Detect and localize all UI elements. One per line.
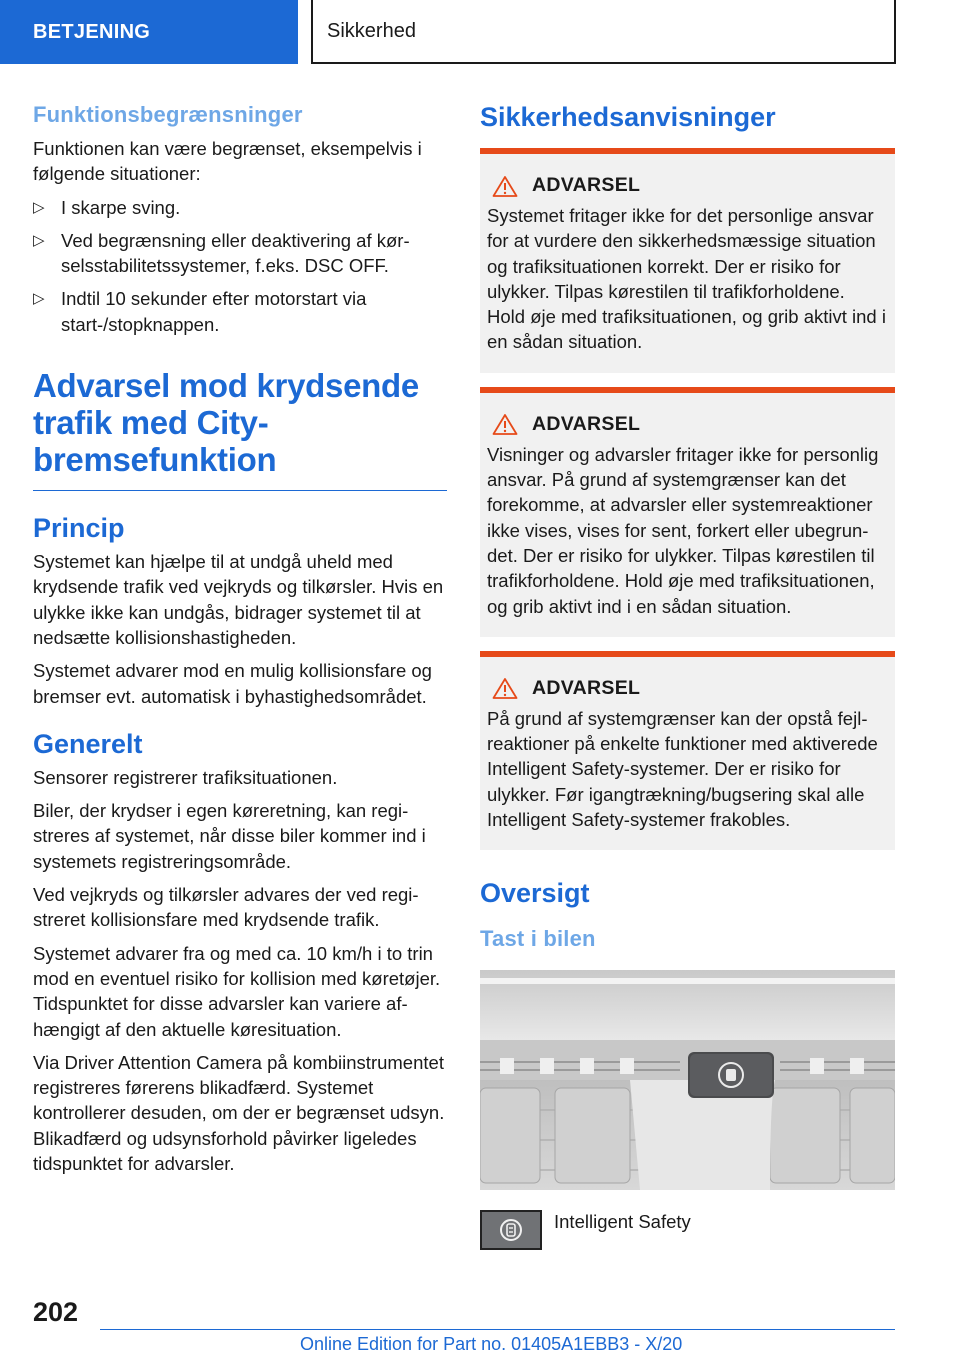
footer-edition: Online Edition for Part no. 01405A1EBB3 - X/20 bbox=[300, 1334, 683, 1354]
heading-divider bbox=[33, 490, 447, 491]
main-heading-line2: trafik med City- bbox=[33, 404, 269, 442]
generelt-paragraph-1: Sensorer registrerer trafiksituationen. bbox=[33, 766, 338, 788]
list-item: ▷ Ved begrænsning eller deaktivering af kørselsstabilitetssystemer, f.eks. DSC OFF. bbox=[33, 229, 410, 277]
list-item: ▷ I skarpe sving. bbox=[33, 195, 447, 220]
generelt-paragraph-2: Biler, der krydser i egen køreretning, kan registreres af systemet, når disse biler kommer ind i systemets registreringsområde. bbox=[33, 800, 426, 872]
generelt-paragraph-5: Via Driver Attention Camera på kombiinstrumentet registreres førerens blikadfærd. Systemet kontrollerer desuden, om der er begrænset udsyn. Blikadfærd og udsynsforhold påvirker ligeledes tidspunktet for advarsler. bbox=[33, 1051, 445, 1175]
footer-divider bbox=[100, 1329, 895, 1330]
warning-triangle-icon bbox=[492, 677, 518, 699]
warning-header: ADVARSEL bbox=[492, 677, 887, 700]
warning-box bbox=[480, 387, 895, 637]
car-button-photo bbox=[480, 970, 895, 1190]
page-number: 202 bbox=[33, 1297, 79, 1327]
bullet-triangle-icon: ▷ bbox=[33, 231, 45, 249]
warning-header: ADVARSEL bbox=[492, 174, 887, 197]
warning-triangle-icon bbox=[492, 175, 518, 197]
princip-paragraph-1: Systemet kan hjælpe til at undgå uheld med krydsende trafik ved vejkryds og tilkørsler. Hvis en ulykke ikke kan undgås, bidrager systemet til at nedsætte kollisionshastigheden. bbox=[33, 551, 444, 648]
generelt-paragraph-4: Systemet advarer fra og med ca. 10 km/h i to trin mod en eventuel risiko for kollision med køretøjer. Tidspunktet for disse advarsler kan variere afhængigt af den aktuelle køresituation. bbox=[33, 942, 441, 1040]
warning-box bbox=[480, 148, 895, 373]
funktion-heading: Funktionsbegrænsninger bbox=[33, 102, 303, 127]
oversigt-heading: Oversigt bbox=[480, 878, 590, 909]
limitations-list bbox=[33, 195, 447, 337]
header-section-tab: BETJENING bbox=[0, 0, 298, 64]
caption-label: Intelligent Safety bbox=[554, 1211, 691, 1233]
princip-heading: Princip bbox=[33, 513, 125, 544]
generelt-paragraph-3: Ved vejkryds og tilkørsler advares der ved registreret kollisionsfare med krydsende trafik. bbox=[33, 884, 419, 931]
warning-triangle-icon bbox=[492, 413, 518, 435]
right-column bbox=[480, 100, 895, 1250]
warning-header: ADVARSEL bbox=[492, 413, 887, 436]
princip-paragraph-2: Systemet advarer mod en mulig kollisionsfare og bremser evt. automatisk i byhastighedsområdet. bbox=[33, 660, 432, 707]
warning-text: Systemet fritager ikke for det personlige ansvar for at vurdere den sikkerhedsmæssige situation og trafiksituationen korrekt. Der er risiko for ulykker. Tilpas kørestilen til trafikforholdene. Hold øje med trafiksituationen, og grib aktivt ind i en sådan situation. bbox=[487, 205, 886, 353]
sikkerhed-heading: Sikkerhedsanvisninger bbox=[480, 102, 776, 132]
bullet-triangle-icon: ▷ bbox=[33, 198, 45, 216]
warning-text: Visninger og advarsler fritager ikke for personlig ansvar. På grund af systemgrænser kan det forekomme, at advarsler eller systemreaktioner ikke vises, vises for sent, forkert eller ubegrundet. Der er risiko for ulykker. Tilpas kørestilen til trafikforholdene. Hold øje med trafiksituationen, og grib aktivt ind i en sådan situation. bbox=[487, 443, 879, 617]
generelt-heading: Generelt bbox=[33, 728, 143, 759]
list-item: ▷ Indtil 10 sekunder efter motorstart via start-/stopknappen. bbox=[33, 288, 367, 335]
button-caption bbox=[480, 1210, 895, 1250]
bullet-triangle-icon: ▷ bbox=[33, 290, 45, 308]
main-heading-line3: bremsefunktion bbox=[33, 441, 277, 479]
main-heading-line1: Advarsel mod krydsende bbox=[33, 367, 419, 405]
warning-text: På grund af systemgrænser kan der opstå fejlreaktioner på enkelte funktioner med aktiverede Intelligent Safety-systemer. Der er risiko for ulykker. Før igangtrækning/bugsering skal alle Intelligent Safety-systemer frakobles. bbox=[487, 707, 878, 831]
left-column bbox=[33, 100, 447, 1184]
intelligent-safety-icon bbox=[480, 1210, 542, 1250]
header-chapter-title: Sikkerhed bbox=[311, 0, 896, 64]
funktion-intro: Funktionen kan være begrænset, eksempelvis i følgende situationer: bbox=[33, 138, 422, 185]
tast-heading: Tast i bilen bbox=[480, 926, 596, 952]
warning-box bbox=[480, 651, 895, 850]
